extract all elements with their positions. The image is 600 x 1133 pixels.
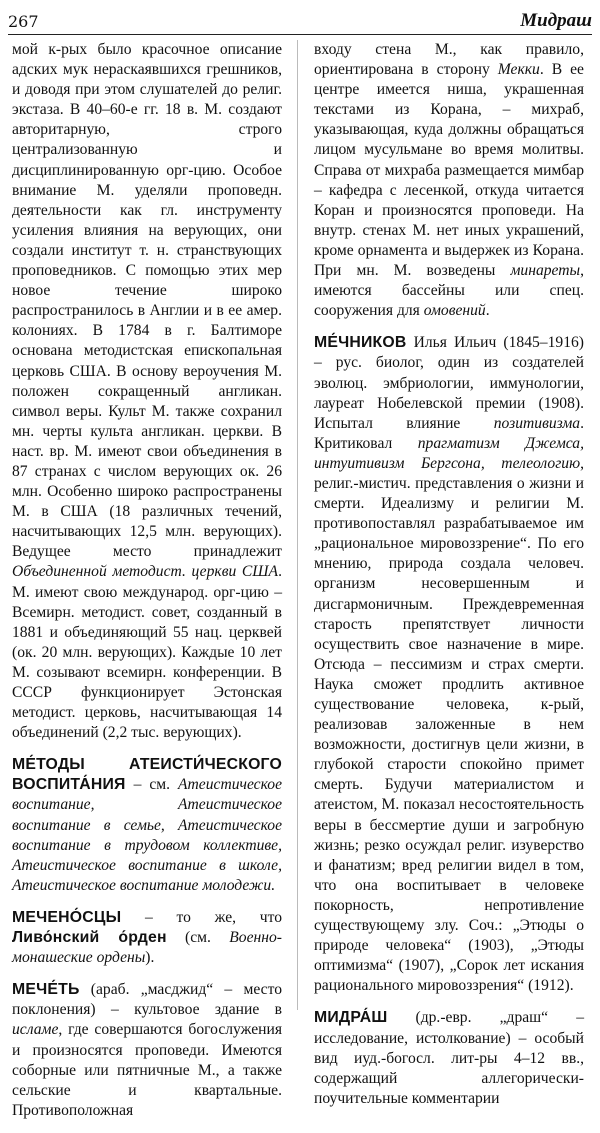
- cross-reference: исламе: [12, 1021, 59, 1039]
- page-header: [8, 6, 592, 35]
- entry-term-secondary: Ливо́нский о́рден: [12, 929, 167, 947]
- entry-text: , религ.-мистич. представления о жизни и смерти. Идеализму и религии М. противопоставлял разрабатываемое им „рациональное мировоззрение“. По его мнению, природа создала человеч. организм несовершенным и дисгармоничным. Преждевременная старость препятствует личности осуществить свое назначение в мире. Отсюда – пессимизм и страх смерти. Наука сможет продлить активное существование человека, к-рый, реализовав заложенные в нем возможности, достигнув цели жизни, в глубокой старости спокойно примет смерть. Будучи материалистом и атеистом, М. показал несостоятельность веры в бессмертие души и загробную жизнь; резко осуждал религ. изуверство и фанатизм; вред религии видел в том, что она воспитывает в человеке покорность, непротивление существующему злу. Соч.: „Этюды о природе человека“ (1903), „Этюды оптимизма“ (1907), „Сорок лет искания рационального мировоззрения“ (1912).: [314, 454, 584, 995]
- entry-text: (см.: [166, 929, 230, 947]
- cross-reference: Военно-монашеские ордены: [12, 929, 282, 967]
- entry-mechet-continuation: [314, 40, 584, 321]
- cross-reference: позитивизма: [493, 414, 581, 432]
- entry-text: – см.: [125, 776, 179, 794]
- entry-term: МЕ́ТОДЫ АТЕИСТИ́ЧЕСКОГО ВОСПИТА́НИЯ: [12, 756, 282, 794]
- cross-reference: Объединенной методист. церкви США: [12, 563, 279, 581]
- column-divider: [297, 40, 298, 1010]
- entry-term: МИДРА́Ш: [314, 1009, 388, 1027]
- entry-term: МЕЧЕ́ТЬ: [12, 981, 80, 999]
- entry-text: Илья Ильич (1845–1916) – рус. биолог, один из создателей эволюц. эмбриологии, иммунологии, лауреат Нобелевской премии (1908). Испытал влияние: [314, 334, 584, 432]
- entry-text: входу стена М., как правило, ориентирована в сторону: [314, 41, 584, 79]
- entry-text: мой к-рых было красочное описание адских мук нераскаявшихся грешников, и доводя при этом слушателей до религ. экстаза. В 40–60-е гг. 18 в. М. создают авторитарную, строго централизованную и дисциплинированную орг-цию. Особое внимание М. уделяли проповедн. деятельности как гл. инструменту усиления влияния на верующих, они создали институт т. н. странствующих проповедников. С помощью этих мер новое течение широко распространилось в Англии и в ее амер. колониях. В 1784 в г. Балтиморе основана методистская епископальная церковь США. В основу вероучения М. положен сокращенный англикан. символ веры. Культ М. также сохранил мн. черты культа англикан. церкви. В наст. вр. М. имеют свои объединения в 87 странах с числом верующих ок. 26 млн. Особенно широко распространены М. в США (18 различных течений, насчитывающих 12,5 млн. верующих). Ведущее место принадлежит: [12, 41, 282, 561]
- cross-reference: Атеистическое воспитание, Атеистическое воспитание в семье, Атеистическое воспитание в трудовом коллективе, Атеистическое воспитание в школе, Атеистическое воспитание молодежи.: [12, 776, 282, 894]
- page-number: 267: [8, 12, 39, 31]
- entry-metody: [12, 755, 282, 896]
- left-column: [12, 40, 282, 1133]
- running-head: Мидраш: [520, 10, 592, 31]
- cross-reference: Мекки: [497, 61, 540, 79]
- cross-reference: минареты: [510, 262, 581, 280]
- entry-text: (др.-евр. „драш“ – исследование, истолкование) – особый вид иуд.-богосл. лит-ры 4–12 вв., содержащий аллегорически-поучительные комментарии: [314, 1009, 584, 1107]
- right-column: [314, 40, 584, 1121]
- entry-text: . М. имеют свою международ. орг-цию – Всемирн. методист. совет, созданный в 1881 и объединяющий 55 нац. церквей (ок. 20 млн. верующих). Каждые 10 лет М. созывают всемирн. конференции. В СССР функционирует Эстонская методист. церковь, насчитывающая 14 объединений (2,2 тыс. верующих).: [12, 563, 282, 742]
- entry-text: ).: [145, 949, 155, 967]
- cross-reference: прагматизм Джемса, интуитивизм Бергсона, телеологию: [314, 434, 584, 472]
- entry-text: .: [485, 302, 490, 320]
- entry-mechet: [12, 980, 282, 1121]
- entry-term: МЕ́ЧНИКОВ: [314, 334, 407, 352]
- cross-reference: омовений: [423, 302, 486, 320]
- entry-methodism-continuation: [12, 40, 282, 743]
- entry-text: , где совершаются богослужения и произносятся проповеди. Имеются соборные или пятничные М., а также сельские и квартальные. Противоположная: [12, 1021, 282, 1119]
- entry-text: , имеются бассейны или спец. сооружения для: [314, 262, 584, 320]
- entry-text: (араб. „масджид“ – место поклонения) – культовое здание в: [12, 981, 282, 1019]
- entry-text: . Критиковал: [314, 414, 584, 452]
- entry-midrash: [314, 1008, 584, 1108]
- entry-mechenostsy: [12, 908, 282, 968]
- entry-term: МЕЧЕНО́СЦЫ: [12, 908, 122, 926]
- entry-mechnikov: [314, 333, 584, 996]
- entry-text: . В ее центре имеется ниша, украшенная текстами из Корана, – михраб, указывающая, куда должны обращаться лицом мусульмане во время молитвы. Справа от михраба размещается мимбар – кафедра с лесенкой, откуда читается Коран и произносятся проповеди. На внутр. стенах М. нет иных украшений, кроме орнамента и выдержек из Корана. При мн. М. возведены: [314, 61, 584, 280]
- entry-text: – то же, что: [121, 908, 282, 926]
